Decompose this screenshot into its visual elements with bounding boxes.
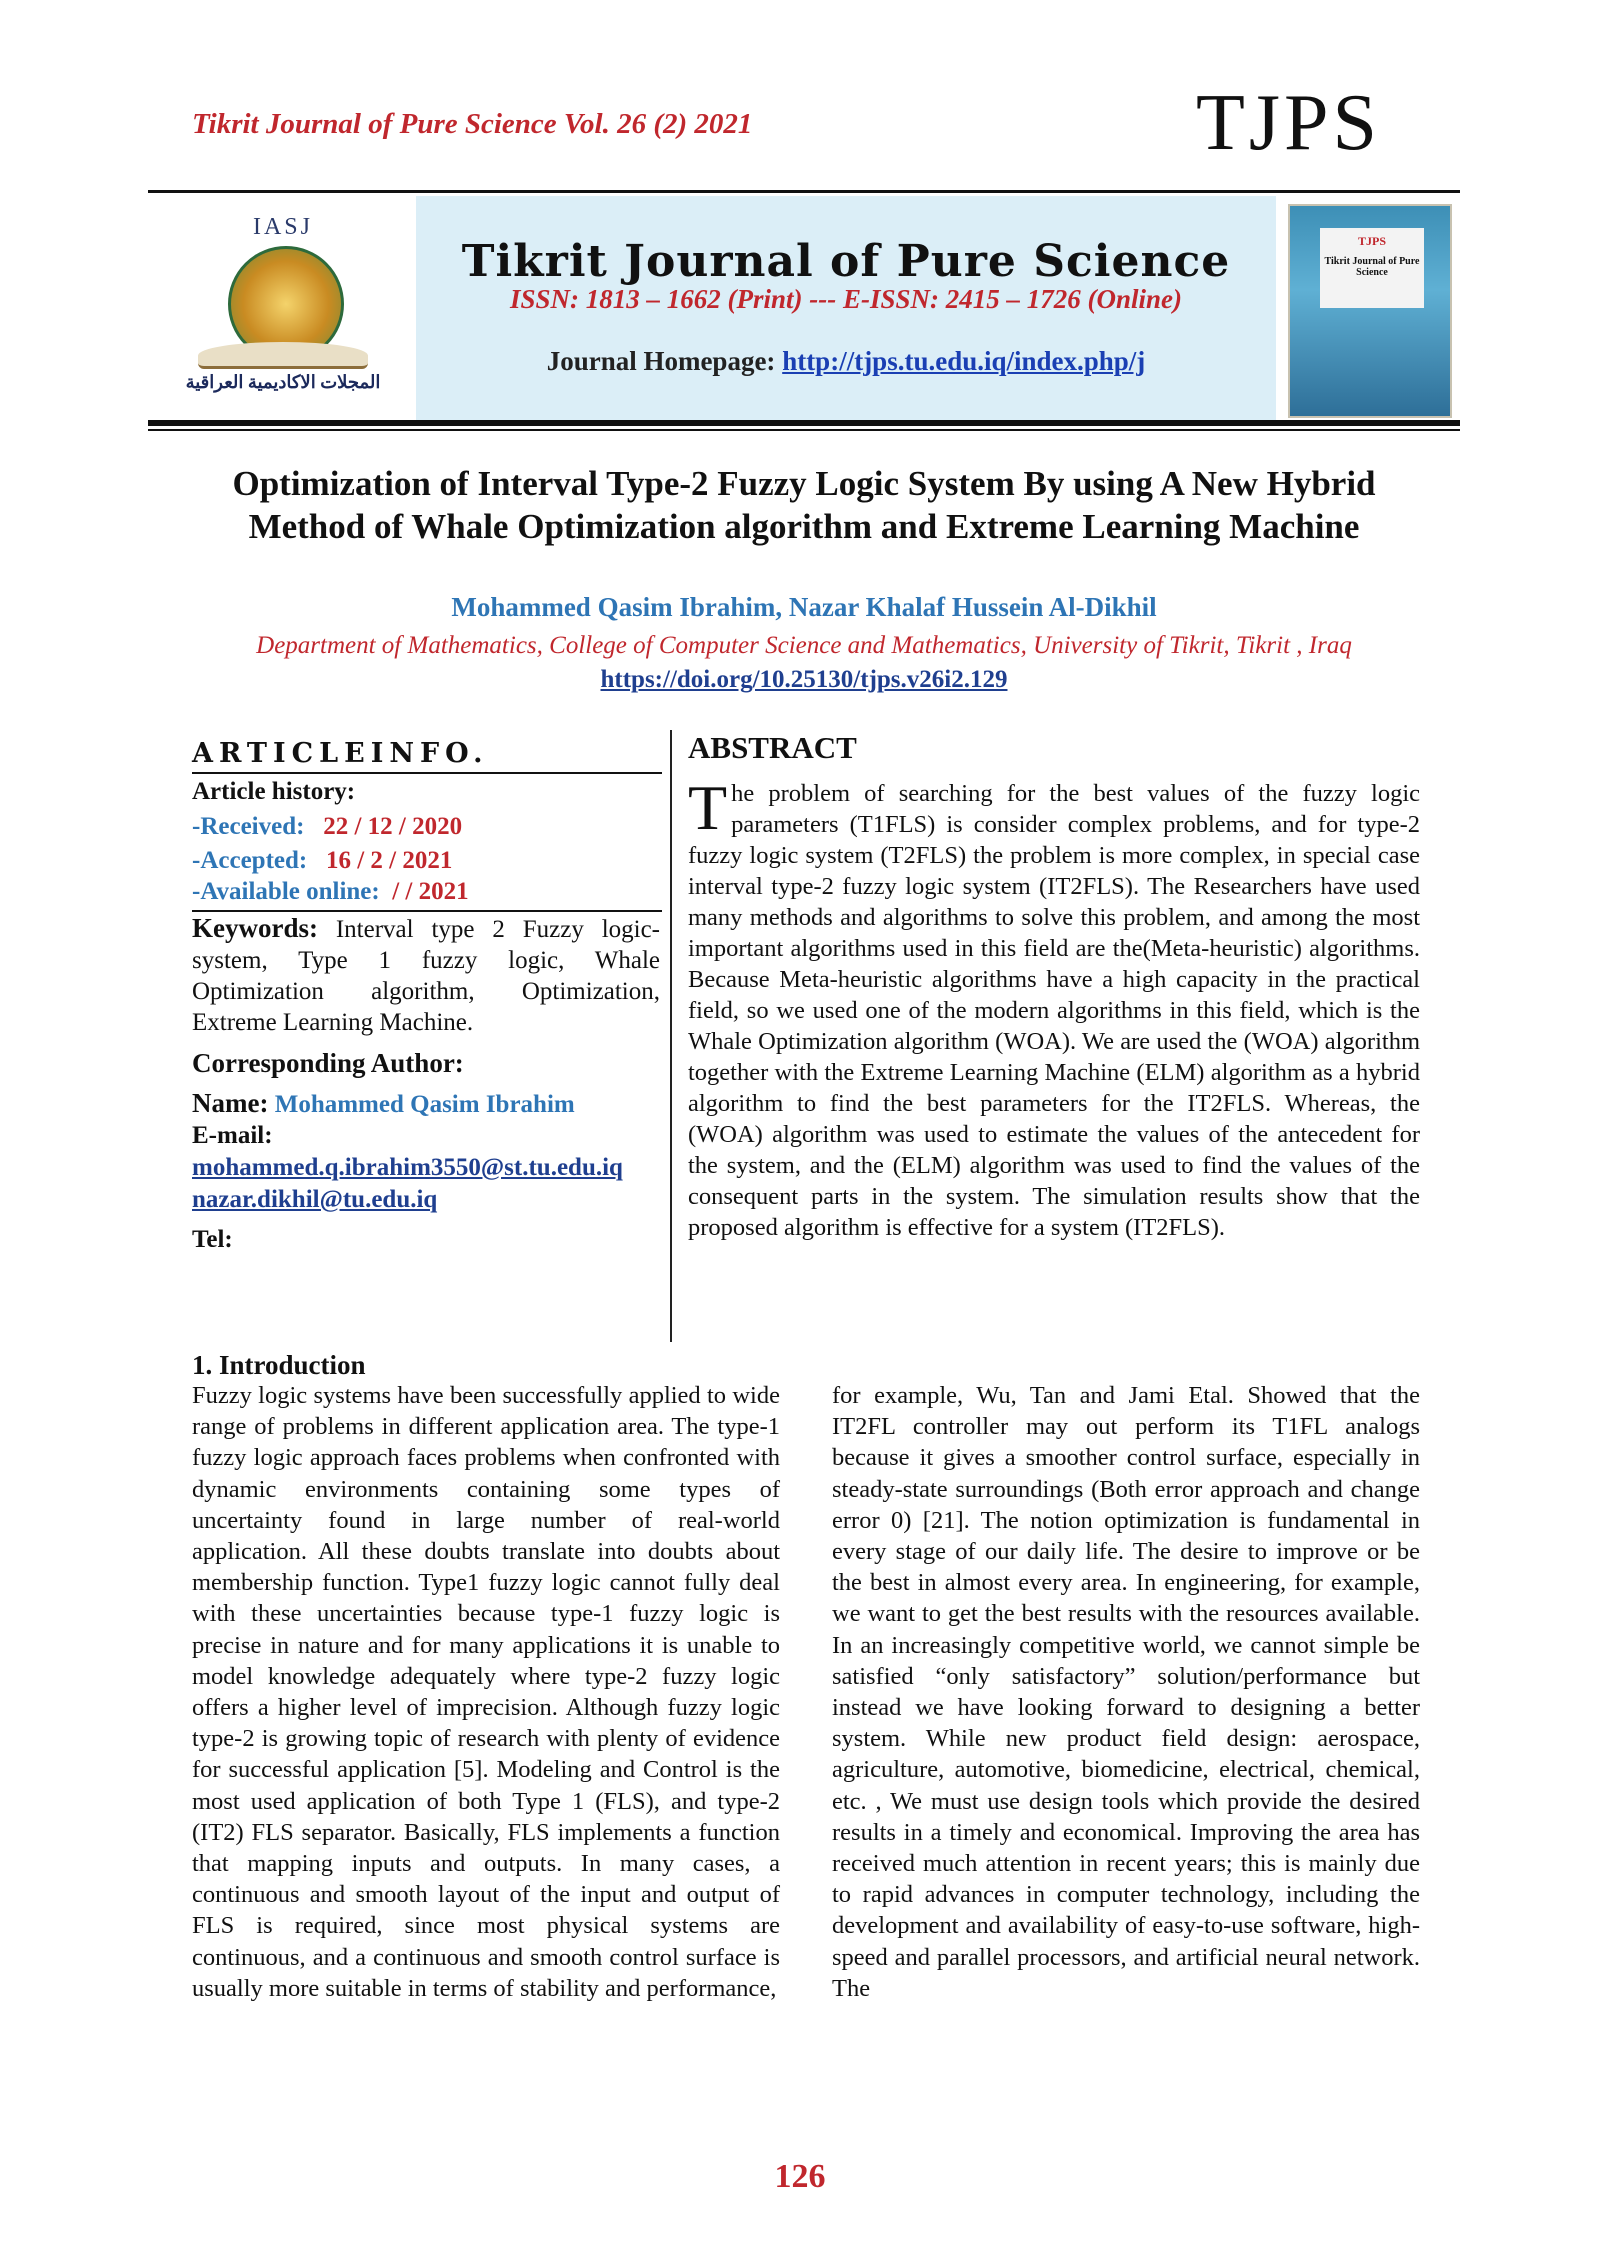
- banner-homepage: [416, 346, 1276, 377]
- iasj-logo: [168, 214, 398, 404]
- email-2-link[interactable]: nazar.dikhil@tu.edu.iq: [192, 1186, 438, 1213]
- article-department: Department of Mathematics, College of Computer Science and Mathematics, University of Tikrit, Tikrit , Iraq: [256, 632, 1352, 659]
- article-doi: [200, 666, 1408, 694]
- header-rule-bottom: [148, 420, 1460, 426]
- journal-cover-image: [1288, 204, 1452, 418]
- received-row: -Received: 22 / 12 / 2020: [192, 813, 463, 840]
- article-info-rule: [192, 772, 662, 774]
- abstract-text: [688, 772, 1420, 1243]
- abstract-body: he problem of searching for the best values of the fuzzy logic parameters (T1FLS) is consider complex problems, and for type-2 fuzzy logic system (T2FLS) the problem is more complex, in special case interval type-2 fuzzy logic system (IT2FLS). The Researchers have used many methods and algorithms to solve this problem, and among the most important algorithms used in this field are the(Meta-heuristic) algorithms. Because Meta-heuristic algorithms have a high capacity in the practical field, so we used one of the modern algorithms in this field, which is the Whale Optimization algorithm (WOA). We are used the (WOA) algorithm together with the Extreme Learning Machine (ELM) algorithm as a hybrid algorithm to find the best parameters for the IT2FLS. Whereas, the (WOA) algorithm was used to estimate the values of the antecedent for the system, and the (ELM) algorithm was used to find the values of the consequent parts in the system. The simulation results show that the proposed algorithm is effective for a system (IT2FLS).: [688, 780, 1420, 1241]
- abstract-heading: ABSTRACT: [688, 730, 857, 765]
- book-icon: [198, 342, 368, 369]
- tel-row: Tel:: [192, 1226, 233, 1253]
- banner-center: [416, 196, 1276, 420]
- email-2-row: [192, 1184, 660, 1215]
- column-divider: [670, 730, 672, 1342]
- cover-tjps: TJPS: [1357, 234, 1386, 248]
- online-row: -Available online: / / 2021: [192, 878, 469, 905]
- introduction-heading: 1. Introduction: [192, 1350, 366, 1380]
- header-rule-top: [148, 190, 1460, 193]
- banner-title: Tikrit Journal of Pure Science: [461, 236, 1231, 287]
- history-label: Article history:: [192, 778, 356, 805]
- doi-link[interactable]: https://doi.org/10.25130/tjps.v26i2.129: [600, 666, 1008, 693]
- homepage-label: Journal Homepage:: [546, 346, 783, 376]
- header-rule-bottom-thin: [148, 429, 1460, 431]
- iasj-arabic-label: المجلات الاكاديمية العراقية: [185, 372, 381, 392]
- abstract-dropcap: T: [688, 772, 728, 843]
- article-title: Optimization of Interval Type-2 Fuzzy Logic System By using A New Hybrid Method of Whale Optimization algorithm and Extreme Learning Machine: [232, 464, 1376, 546]
- accepted-row: -Accepted: 16 / 2 / 2021: [192, 847, 453, 874]
- introduction-column-right: for example, Wu, Tan and Jami Etal. Showed that the IT2FL controller may out perform its T1FL analogs because it gives a smoother control surface, especially in steady-state surroundings (Both error approach and change error 0) [21]. The notion optimization is fundamental in every stage of our daily life. The desire to improve or be the best in almost every area. In engineering, for example, we want to get the best results with the resources available. In an increasingly competitive world, we cannot simple be satisfied “only satisfactory” solution/performance but instead we have looking forward to designing a better system. While new product field design: aerospace, agriculture, automotive, biomedicine, electrical, chemical, etc. , We must use design tools which provide the desired results in a timely and economical. Improving the area has received much attention in recent years; this is mainly due to rapid advances in computer technology, including the development and availability of easy-to-use software, high-speed and parallel processors, and artificial neural network. The: [832, 1382, 1420, 2002]
- introduction-column-left: Fuzzy logic systems have been successfully applied to wide range of problems in different application area. The type-1 fuzzy logic approach faces problems when confronted with dynamic environments containing some types of uncertainty found in large number of real-world application. All these doubts translate into doubts about membership function. Type1 fuzzy logic cannot fully deal with these uncertainties because type-1 fuzzy logic is precise in nature and for many applications it is unable to model knowledge adequately where type-2 fuzzy logic offers a higher level of imprecision. Although fuzzy logic type-2 is growing topic of research with plenty of evidence for successful application [5]. Modeling and Control is the most used application of both Type 1 (FLS), and type-2 (IT2) FLS separator. Basically, FLS implements a function that mapping inputs and outputs. In many cases, a continuous and smooth layout of the input and output of FLS is required, since most physical systems are continuous, and a continuous and smooth control surface is usually more suitable in terms of stability and performance,: [192, 1382, 780, 2002]
- cover-label-box: [1320, 228, 1424, 308]
- iasj-title: IASJ: [252, 214, 313, 240]
- article-authors: Mohammed Qasim Ibrahim, Nazar Khalaf Hussein Al-Dikhil: [451, 592, 1157, 622]
- journal-logo: TJPS: [1196, 79, 1381, 167]
- page-number: 126: [774, 2158, 826, 2195]
- email-label: E-mail:: [192, 1122, 273, 1149]
- email-1-row: [192, 1152, 660, 1183]
- cover-journal-name: Tikrit Journal of Pure Science: [1324, 256, 1420, 278]
- banner-issn: ISSN: 1813 – 1662 (Print) --- E-ISSN: 2415 – 1726 (Online): [509, 284, 1183, 314]
- info-rule-1: [192, 910, 662, 912]
- keywords-block: Keywords: Interval type 2 Fuzzy logic-system, Type 1 fuzzy logic, Whale Optimization algorithm, Optimization, Extreme Learning Machine.: [192, 913, 661, 1036]
- journal-banner: [148, 196, 1460, 420]
- email-1-link[interactable]: mohammed.q.ibrahim3550@st.tu.edu.iq: [192, 1154, 623, 1181]
- article-info-heading: ARTICLEINFO.: [192, 738, 489, 769]
- name-row: Name: Mohammed Qasim Ibrahim: [192, 1088, 575, 1118]
- journal-citation: Tikrit Journal of Pure Science Vol. 26 (2) 2021: [192, 108, 753, 140]
- homepage-link[interactable]: http://tjps.tu.edu.iq/index.php/j: [782, 346, 1146, 376]
- corresponding-label: Corresponding Author:: [192, 1048, 464, 1078]
